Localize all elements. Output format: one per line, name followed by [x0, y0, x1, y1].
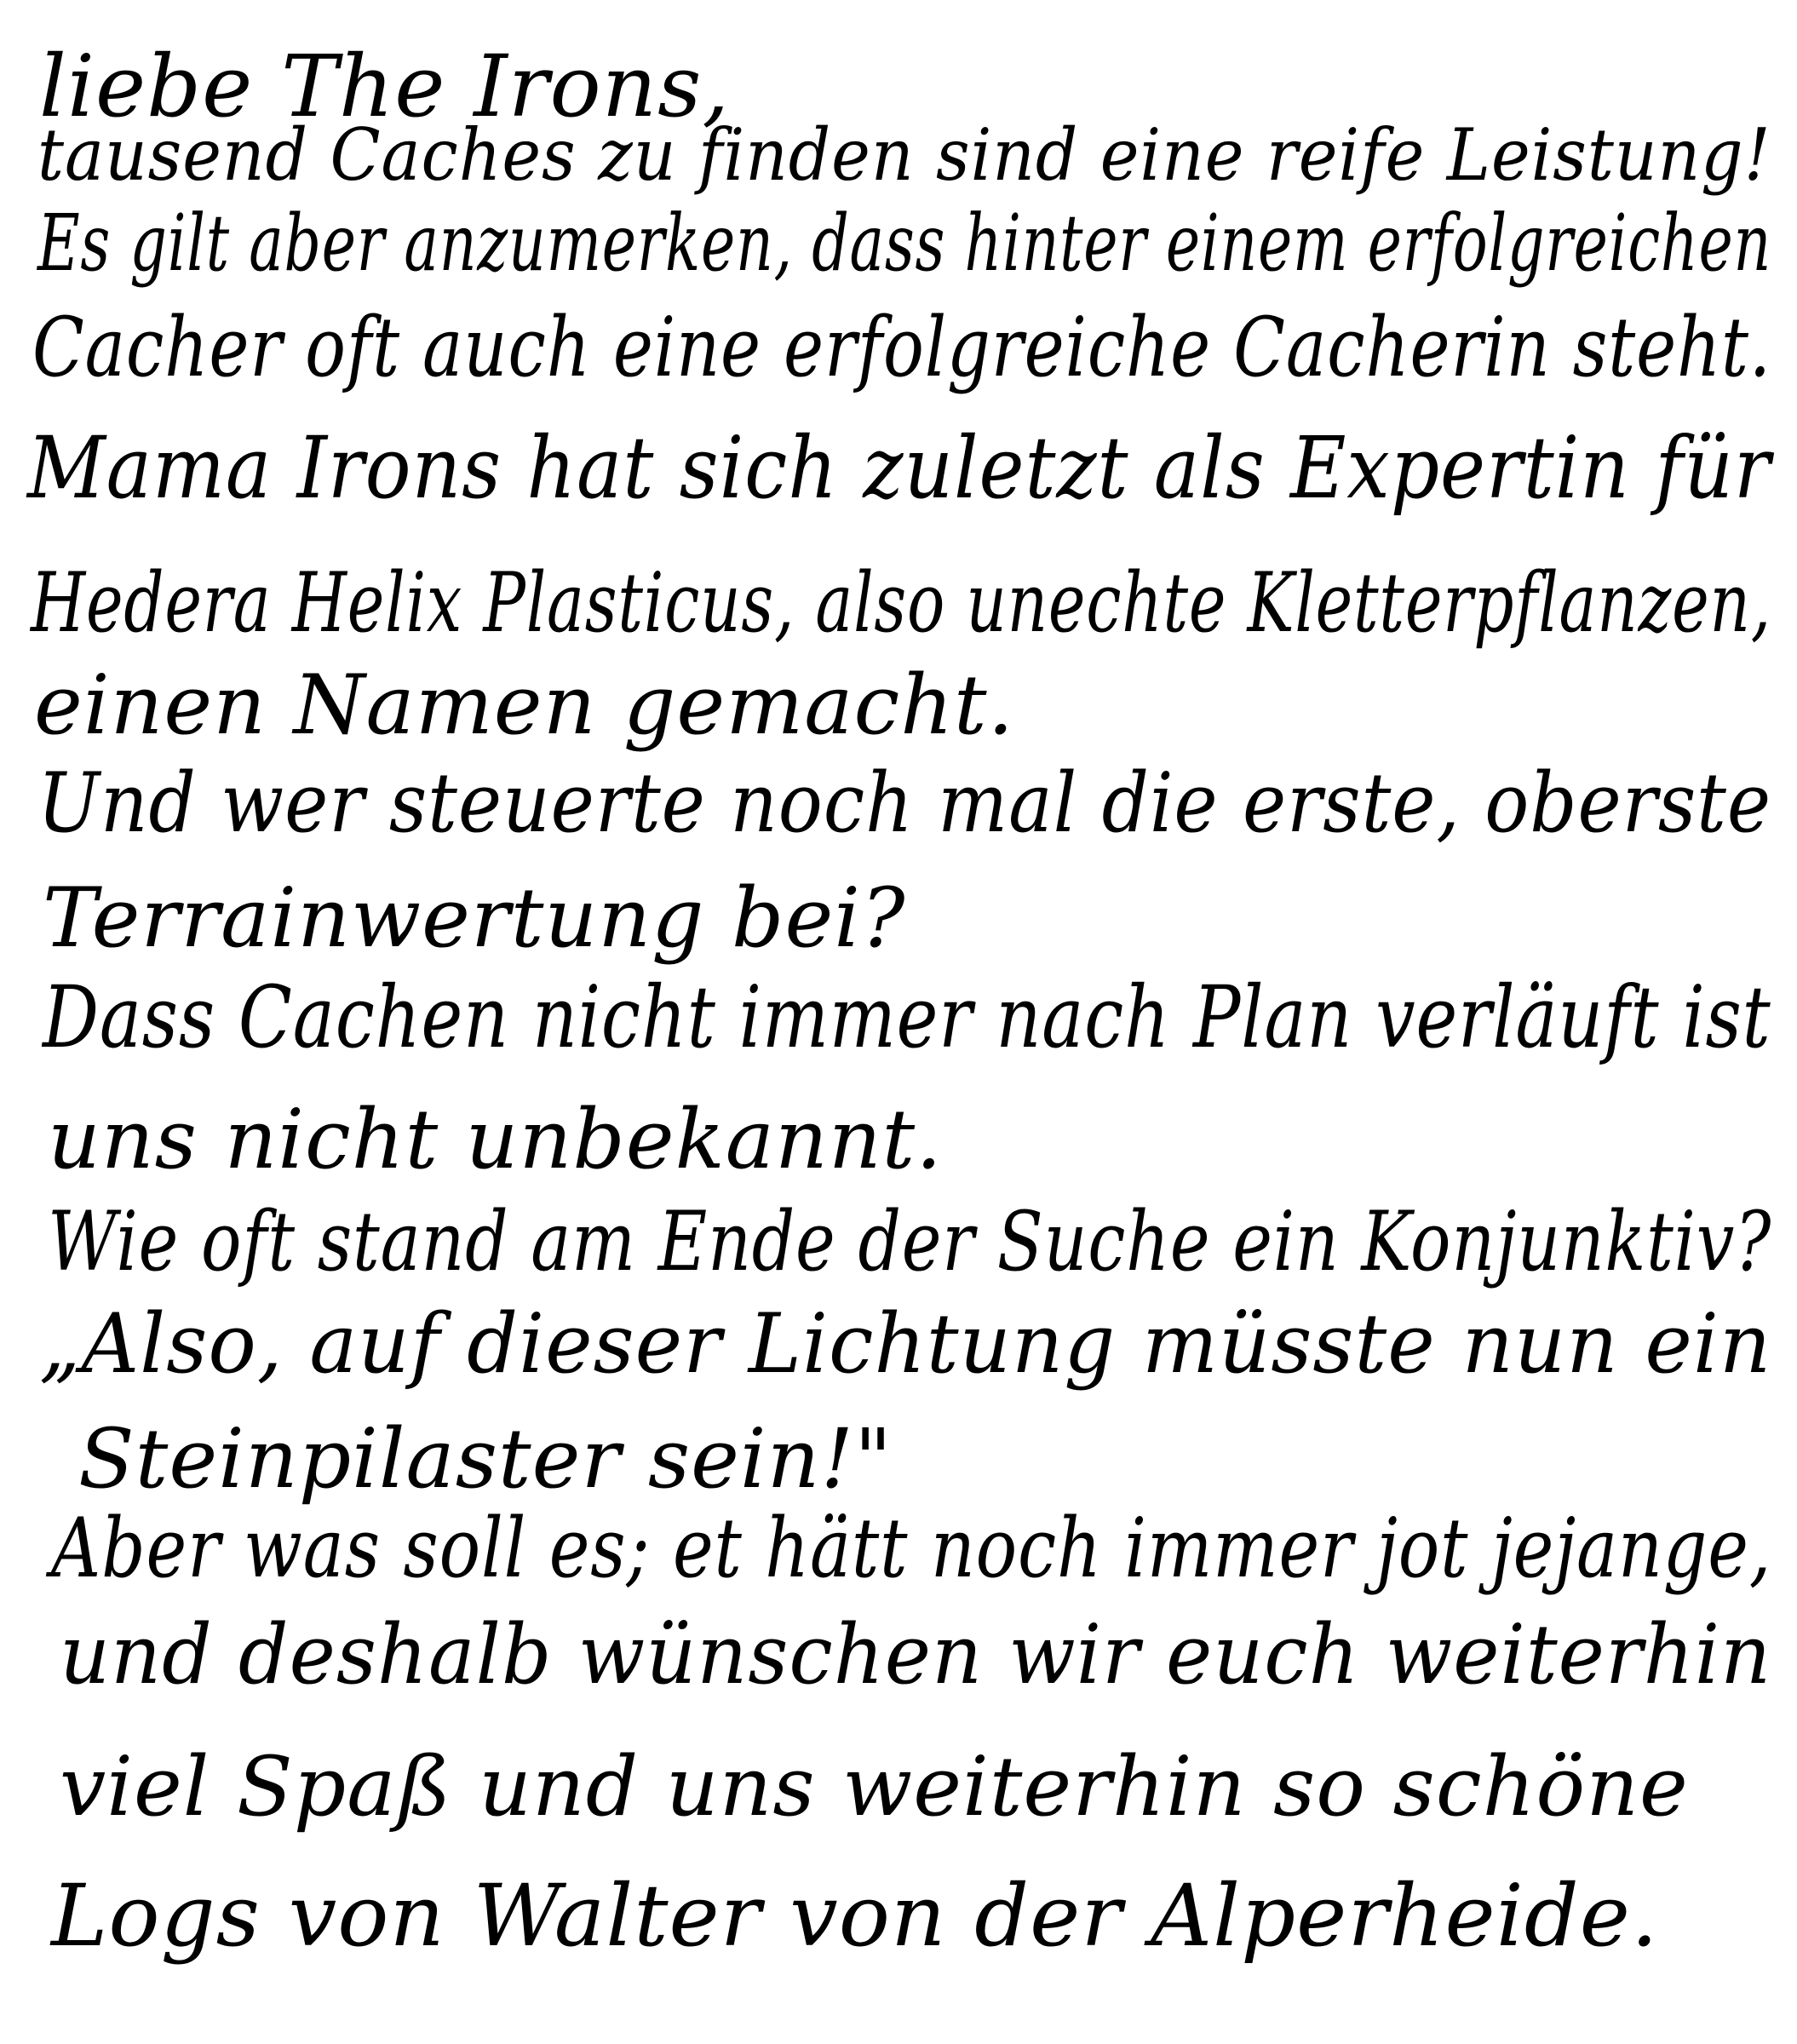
letter-line: Es gilt aber anzumerken, dass hinter einem erfolgreichen: [37, 198, 1772, 289]
letter-line: und deshalb wünschen wir euch weiterhin: [60, 1607, 1772, 1702]
letter-line: uns nicht unbekannt.: [48, 1092, 943, 1187]
letter-line-greeting: liebe The Irons,: [39, 37, 731, 136]
letter-line-quote: „Also, auf dieser Lichtung müsste nun ein: [39, 1296, 1772, 1392]
letter-line: Und wer steuerte noch mal die erste, oberste: [37, 755, 1771, 851]
letter-line-quote: Steinpilaster sein!": [78, 1411, 893, 1507]
letter-line: Hedera Helix Plasticus, also unechte Kletterpflanzen,: [31, 555, 1771, 651]
letter-line: viel Spaß und uns weiterhin so schöne: [60, 1739, 1689, 1834]
letter-line: Wie oft stand am Ende der Suche ein Konjunktiv?: [48, 1194, 1772, 1289]
letter-line: Dass Cachen nicht immer nach Plan verläuft ist: [43, 967, 1771, 1067]
letter-line: tausend Caches zu finden sind eine reife Leistung!: [37, 113, 1771, 197]
letter-line: Aber was soll es; et hätt noch immer jot jejange,: [51, 1501, 1772, 1596]
letter-line: Mama Irons hat sich zuletzt als Expertin für: [27, 418, 1771, 518]
letter-line: einen Namen gemacht.: [34, 657, 1015, 753]
letter-line: Terrainwertung bei?: [43, 870, 906, 966]
letter-line-closing: Logs von Walter von der Alperheide.: [51, 1866, 1659, 1966]
letter-line: Cacher oft auch eine erfolgreiche Cacherin steht.: [32, 300, 1771, 395]
